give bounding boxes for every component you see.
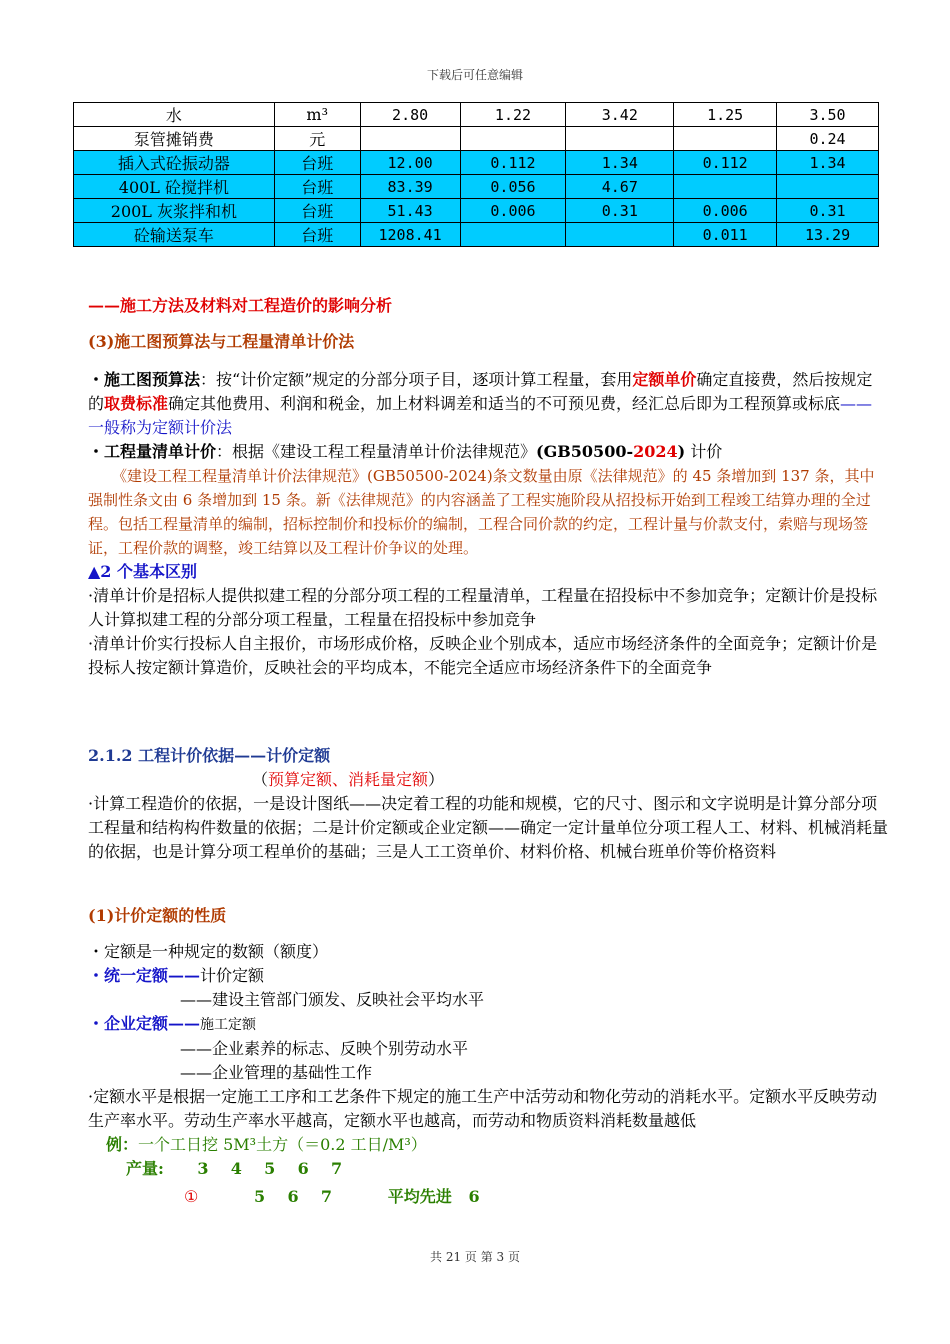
table-row bbox=[74, 223, 879, 247]
page-footer-count: 共 21 页 第 3 页 bbox=[430, 1250, 520, 1264]
table-cell bbox=[360, 127, 460, 151]
table-cell: 0.112 bbox=[674, 151, 777, 175]
table-cell: 200L 灰浆拌和机 bbox=[74, 199, 275, 223]
table-cell: 0.24 bbox=[777, 127, 879, 151]
table-cell: 12.00 bbox=[360, 151, 460, 175]
quota-level-paragraph: ·定额水平是根据一定施工工序和工艺条件下规定的施工生产中活劳动和物化劳动的消耗水平。定额水平反映劳动生产率水平。劳动生产率水平越高，定额水平也越高，而劳动和物质资料消耗数量越低 bbox=[88, 1087, 878, 1130]
table-cell: 台班 bbox=[274, 151, 360, 175]
table-cell: 0.112 bbox=[460, 151, 566, 175]
table-cell: 3.42 bbox=[566, 103, 674, 127]
basis-paragraph: ·计算工程造价的依据，一是设计图纸——决定着工程的功能和规模，它的尺寸、图示和文字说明是计算分部分项工程量和结构构件数量的依据；二是计价定额或企业定额——确定一定计量单位分项工程人工、材料、机械消耗量的依据，也是计算分项工程单价的基础；三是人工工资单价、材料价格、机械台班单价等价格资料 bbox=[88, 794, 889, 861]
table-cell bbox=[566, 127, 674, 151]
table-cell: 3.50 bbox=[777, 103, 879, 127]
table-cell: 1.25 bbox=[674, 103, 777, 127]
section-heading-construction-methods bbox=[88, 294, 888, 318]
table-cell: 400L 砼搅拌机 bbox=[74, 175, 275, 199]
table-cell: 13.29 bbox=[777, 223, 879, 247]
table-row bbox=[74, 175, 879, 199]
quota-nature-heading: (1)计价定额的性质 bbox=[88, 906, 227, 925]
regulation-paragraph: 《建设工程工程量清单计价法律规范》(GB50500-2024)条文数量由原《法律规范》的 45 条增加到 137 条，其中强制性条文由 6 条增加到 15 条。新《法律规范》的内容涵盖了工程实施阶段从招投标开始到工程竣工结算办理的全过程。包括工程量清单的编制，招标控制价和投标价的编制，工程合同价款的约定，工程计量与价款支付，索赔与现场签证，工程价款的调整，竣工结算以及工程计价争议的处理。 bbox=[88, 467, 875, 557]
table-cell: 1.22 bbox=[460, 103, 566, 127]
table-cell bbox=[566, 223, 674, 247]
table-cell bbox=[460, 223, 566, 247]
table-cell bbox=[674, 175, 777, 199]
section-title: ——施工方法及材料对工程造价的影响分析 bbox=[88, 296, 393, 315]
table-cell: 砼输送泵车 bbox=[74, 223, 275, 247]
table-row bbox=[74, 151, 879, 175]
table-cell: 0.31 bbox=[566, 199, 674, 223]
table-cell: 0.31 bbox=[777, 199, 879, 223]
subheading-pricing-methods: (3)施工图预算法与工程量清单计价法 bbox=[88, 332, 355, 351]
table-row bbox=[74, 199, 879, 223]
table-cell: 0.006 bbox=[460, 199, 566, 223]
table-cell: 1.34 bbox=[566, 151, 674, 175]
table-cell: 台班 bbox=[274, 175, 360, 199]
table-cell: 4.67 bbox=[566, 175, 674, 199]
table-cell: 台班 bbox=[274, 199, 360, 223]
table-row bbox=[74, 103, 879, 127]
table-cell: 1208.41 bbox=[360, 223, 460, 247]
difference-2: ·清单计价实行投标人自主报价，市场形成价格，反映企业个别成本，适应市场经济条件的全面竞争；定额计价是投标人按定额计算造价，反映社会的平均成本，不能完全适应市场经济条件下的全面竞争 bbox=[88, 634, 878, 677]
table-cell bbox=[777, 175, 879, 199]
table-cell: 1.34 bbox=[777, 151, 879, 175]
table-cell: 泵管摊销费 bbox=[74, 127, 275, 151]
table-cell: 2.80 bbox=[360, 103, 460, 127]
table-row bbox=[74, 127, 879, 151]
table-cell: 0.056 bbox=[460, 175, 566, 199]
difference-1: ·清单计价是招标人提供拟建工程的分部分项工程的工程量清单，工程量在招投标中不参加竞争；定额计价是投标人计算拟建工程的分部分项工程量，工程量在招投标中参加竞争 bbox=[88, 586, 878, 629]
table-cell: 台班 bbox=[274, 223, 360, 247]
table-cell: 51.43 bbox=[360, 199, 460, 223]
table-cell: m³ bbox=[274, 103, 360, 127]
differences-heading: ▲2 个基本区别 bbox=[88, 562, 198, 581]
table-cell: 0.006 bbox=[674, 199, 777, 223]
paragraph-budget-method: ・施工图预算法：按“计价定额”规定的分部分项子目，逐项计算工程量，套用定额单价确定直接费，然后按规定的取费标准确定其他费用、利润和税金，加上材料调差和适当的不可预见费，经汇总后即为工程预算或标底——一般称为定额计价法 ・工程量清单计价：根据《建设工程工程量清单计价法律规范》(GB50500-2024) 计价 《建设工程工程量清单计价法律规范》(GB50500-2024)条文数量由原《法律规范》的 45 条增加到 137 条，其中强制性条文由 6 条增加到 15 条。新《法律规范》的内容涵盖了工程实施阶段从招投标开始到工程竣工结算办理的全过程。包括工程量清单的编制，招标控制价和投标价的编制，工程合同价款的约定，工程计量与价款支付，索赔与现场签证，工程价款的调整，竣工结算以及工程计价争议的处理。 ▲2 个基本区别 ·清单计价是招标人提供拟建工程的分部分项工程的工程量清单，工程量在招投标中不参加竞争；定额计价是投标人计算拟建工程的分部分项工程量，工程量在招投标中参加竞争 ·清单计价实行投标人自主报价，市场形成价格，反映企业个别成本，适应市场经济条件的全面竞争；定额计价是投标人按定额计算造价，反映社会的平均成本，不能完全适应市场经济条件下的全面竞争 bbox=[88, 368, 888, 680]
section-basis-heading: 2.1.2 工程计价依据——计价定额 （预算定额、消耗量定额） ·计算工程造价的依据，一是设计图纸——决定着工程的功能和规模，它的尺寸、图示和文字说明是计算分部分项工程量和结构构件数量的依据；二是计价定额或企业定额——确定一定计量单位分项工程人工、材料、机械消耗量的依据，也是计算分项工程单价的基础；三是人工工资单价、材料价格、机械台班单价等价格资料 bbox=[88, 744, 888, 864]
table-cell bbox=[674, 127, 777, 151]
table-cell bbox=[460, 127, 566, 151]
table-cell: 元 bbox=[274, 127, 360, 151]
page-header-note: 下载后可任意编辑 bbox=[426, 68, 523, 82]
table-cell: 83.39 bbox=[360, 175, 460, 199]
table-cell: 水 bbox=[74, 103, 275, 127]
table-cell: 插入式砼振动器 bbox=[74, 151, 275, 175]
material-cost-table bbox=[73, 102, 879, 247]
table-cell: 0.011 bbox=[674, 223, 777, 247]
quota-nature-section: (1)计价定额的性质 ・定额是一种规定的数额（额度） ・统一定额——计价定额 ——建设主管部门颁发、反映社会平均水平 ・企业定额——施工定额 ——企业素养的标志、反映个别劳动水平 ——企业管理的基础性工作 ·定额水平是根据一定施工工序和工艺条件下规定的施工生产中活劳动和物化劳动的消耗水平。定额水平反映劳动生产率水平。劳动生产率水平越高，定额水平也越高，而劳动和物质资料消耗数量越低 例：一个工日挖 5M³土方（＝0.2 工日/M³） 产量: 3 4 5 6 7 ① 5 6 7 平均先进 6 bbox=[88, 904, 888, 1209]
